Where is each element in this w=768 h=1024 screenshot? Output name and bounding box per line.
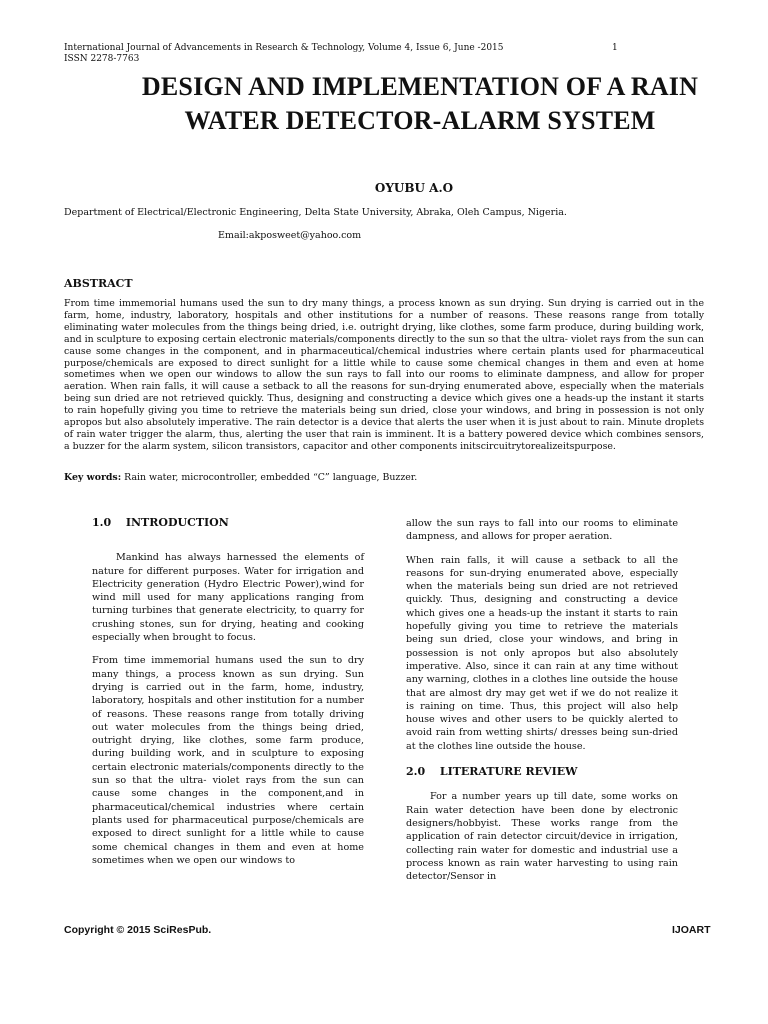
author-affiliation: Department of Electrical/Electronic Engineering, Delta State University, Abraka, Oleh Campus, Nigeria. xyxy=(64,207,567,218)
right-column xyxy=(406,517,678,893)
section-number: 1.0 xyxy=(92,516,112,529)
section-heading-introduction xyxy=(92,516,364,529)
paragraph: For a number years up till date, some works on Rain water detection have been done by electronic designers/hobbyist. These works range from the application of rain detector circuit/device in irrigation, collecting rain water for domestic and industrial use a process known as rain water harvesting to using rain detector/Sensor in xyxy=(406,791,678,883)
section-title: INTRODUCTION xyxy=(125,516,229,529)
paper-title: DESIGN AND IMPLEMENTATION OF A RAIN WATER DETECTOR-ALARM SYSTEM xyxy=(141,72,699,135)
keywords-label: Key words: xyxy=(64,472,122,483)
running-header xyxy=(64,43,624,65)
abstract-text: From time immemorial humans used the sun to dry many things, a process known as sun drying. Sun drying is carried out in the farm, home, industry, laboratory, hospitals and other institutions for a number of reasons. These reasons range from totally eliminating water molecules from the things being dried, i.e. outright drying, like clothes, some farm produce, during building work, and in sculpture to exposing certain electronic materials/components directly to the sun so that the ultra- violet rays from the sun can cause some changes in the component, and in pharmaceutical/chemical industries where certain plants used for pharmaceutical purpose/chemicals are exposed to direct sunlight for a little while to cause some chemical changes in them and even at home sometimes when we open our windows to allow the sun rays to fall into our rooms to eliminate dampness, and allow for proper aeration. When rain falls, it will cause a setback to all the reasons for sun-drying enumerated above, especially when the materials being sun dried are not retrieved quickly. Thus, designing and constructing a device which gives one a heads-up the instant it starts to rain hopefully giving you time to retrieve the materials being sun dried, close your windows, and bring in possession is not only apropos but also absolutely imperative. The rain detector is a device that alerts the user when it is just about to rain. Minute droplets of rain water trigger the alarm, thus, alerting the user that rain is imminent. It is a battery powered device which combines sensors, a buzzer for the alarm system, silicon transistors, capacitor and other components initscircuitrytorealizeitspurpose. xyxy=(64,298,704,452)
journal-line: International Journal of Advancements in Research & Technology, Volume 4, Issue 6, June -2015 xyxy=(64,43,504,53)
keywords-text: Rain water, microcontroller, embedded “C” language, Buzzer. xyxy=(121,472,418,483)
author-email: Email:akposweet@yahoo.com xyxy=(218,230,362,241)
copyright-notice: Copyright © 2015 SciResPub. xyxy=(64,924,212,936)
page-number: 1 xyxy=(612,43,618,53)
issn: ISSN 2278-7763 xyxy=(64,54,140,64)
section-number: 2.0 xyxy=(406,765,426,779)
author-name: OYUBU A.O xyxy=(374,181,454,195)
section-heading-literature-review xyxy=(406,765,678,778)
abstract-heading: ABSTRACT xyxy=(64,277,133,290)
section-title: LITERATURE REVIEW xyxy=(439,765,578,779)
paragraph: When rain falls, it will cause a setback to all the reasons for sun-drying enumerated above, especially when the materials being sun dried are not retrieved quickly. Thus, designing and constructing a device which gives one a heads-up the instant it starts to rain hopefully giving you time to retrieve the materials being sun dried, close your windows, and bring in possession is not only apropos but also absolutely imperative. Also, since it can rain at any time without any warning, clothes in a clothes line outside the house that are almost dry may get wet if we do not realize it is raining on time. Thus, this project will also help house wives and other users to be quickly alerted to avoid rain from wetting shirts/ dresses being sun-dried at the clothes line outside the house. xyxy=(406,554,678,752)
keywords-line xyxy=(64,472,704,484)
paragraph: allow the sun rays to fall into our rooms to eliminate dampness, and allows for proper aeration. xyxy=(406,518,678,543)
journal-abbreviation: IJOART xyxy=(672,924,711,936)
left-column xyxy=(92,516,364,877)
paragraph: From time immemorial humans used the sun to dry many things, a process known as sun drying. Sun drying is carried out in the farm, home, industry, laboratory, hospitals and other institution for a number of reasons. These reasons range from totally driving out water molecules from the things being dried, outright drying, like clothes, some farm produce, during building work, and in sculpture to exposing certain electronic materials/components directly to the sun so that the ultra- violet rays from the sun can cause some changes in the component,and in pharmaceutical/chemical industries where certain plants used for pharmaceutical purpose/chemicals are exposed to direct sunlight for a little while to cause some chemical changes in them and even at home sometimes when we open our windows to xyxy=(92,655,364,866)
paragraph: Mankind has always harnessed the elements of nature for different purposes. Water for irrigation and Electricity generation (Hydro Electric Power),wind for wind mill used for many applications ranging from turning turbines that generate electricity, to quarry for crushing stones, sun for drying, heating and cooking especially when brought to focus. xyxy=(92,552,364,644)
